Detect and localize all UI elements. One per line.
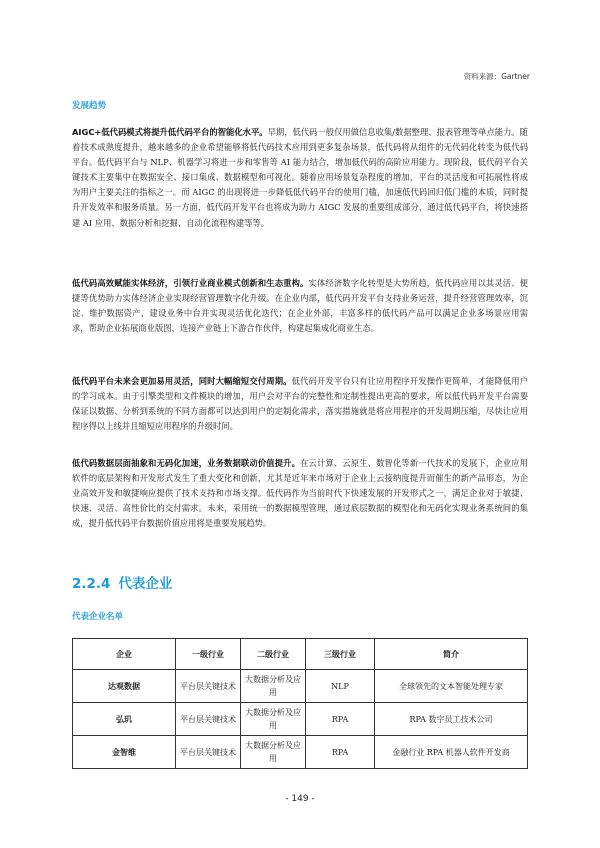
paragraph-body: 低代码开发平台只有让应用程序开发操作更简单，才能降低用户的学习成本。由于引擎类型和文件模块的增加，用户会对平台的完整性和定制性提出更高的要求，所以低代码开发平台需要保证以数据、分析到系统的不同方面都可以达到用户的定制化需求，落实措施就是将应用程序的开发周期压缩，尽快让应用程序得以上线并且缩短应用程序的升级时间。 <box>72 376 528 432</box>
cell-intro: 全球领先的文本智能处理专家 <box>375 670 528 703</box>
header-level3: 三级行业 <box>306 639 375 670</box>
header-intro: 简介 <box>375 639 528 670</box>
cell-level1: 平台层关键技术 <box>176 703 241 736</box>
cell-level1: 平台层关键技术 <box>176 736 241 769</box>
cell-level1: 平台层关键技术 <box>176 670 241 703</box>
header-level2: 二级行业 <box>241 639 306 670</box>
table-caption: 代表企业名单 <box>72 612 124 622</box>
cell-company: 达观数据 <box>73 670 176 703</box>
paragraph-real-economy <box>72 276 528 336</box>
paragraph-lead: 低代码平台未来会更加易用灵活，同时大幅缩短交付周期。 <box>72 376 292 386</box>
paragraph-body: 在云计算、云原生、数智化等新一代技术的发展下，企业应用软件的底层架构和开发形式发生了重大变化和创新，尤其是近年来市场对于企业上云接纳度提升而催生的新产品形态，为企业高效开发和敏捷响应提供了技术支持和市场支撑。低代码作为当前时代下快速发展的开发形式之一，满足企业对于敏捷、快速、灵活、高性价比的交付需求。未来，采用统一的数据模型管理，通过底层数据的模型化和无码化实现业务系统间的集成，提升低代码平台数据价值应用将是重要发展趋势。 <box>72 458 528 529</box>
subsection-title: 代表企业 <box>118 576 173 592</box>
section-title: 发展趋势 <box>72 101 107 111</box>
table-row <box>73 703 528 736</box>
subsection-number: 2.2.4 <box>72 576 111 592</box>
table-row <box>73 670 528 703</box>
cell-intro: 金融行业 RPA 机器人软件开发商 <box>375 736 528 769</box>
paragraph-aigc <box>72 125 528 231</box>
paragraph-lead: AIGC+低代码模式将提升低代码平台的智能化水平。 <box>72 127 268 137</box>
page-number: - 149 - <box>285 794 315 804</box>
paragraph-body: 早期，低代码一般仅用做信息收集/数据整理、报表管理等单点能力。随着技术成熟度提升，越来越多的企业希望能够将低代码技术应用到更多复杂场景，低代码将从组件的无代码化转变为低代码平台。低代码平台与 NLP、机器学习将进一步和零售等 AI 能力结合，增加低代码的高阶应用能力。现阶段，低代码平台关键技术主要集中在数据安全、接口集成、数据模型和可视化。随着应用场景复杂程度的增加，平台的灵活度和可拓展性将成为用户主要关注的指标之一。而 AIGC 的出现将进一步降低低代码平台的使用门槛，加速低代码回归低门槛的本质，同时提升开发效率和服务质量。另一方面，低代码开发平台也将成为助力 AIGC 发展的重要组成部分，通过低代码平台，将快速搭建 AI 应用、数据分析和挖掘、自动化流程构建等等。 <box>72 127 528 228</box>
subsection-heading <box>72 572 172 592</box>
header-company: 企业 <box>73 639 176 670</box>
header-level1: 一级行业 <box>176 639 241 670</box>
cell-level2: 大数据分析及应用 <box>241 703 306 736</box>
paragraph-lead: 低代码高效赋能实体经济，引领行业商业模式创新和生态重构。 <box>72 278 309 288</box>
cell-level3: RPA <box>306 736 375 769</box>
paragraph-body: 实体经济数字化转型是大势所趋，低代码应用以其灵活、便捷等优势助力实体经济企业实现经营管理数字化升级。在企业内部，低代码开发平台支持业务运营，提升经营管理效率，沉淀、维护数据资产，建设业务中台并实现灵活优化迭代；在企业外部，丰富多样的低代码产品可以满足企业多场景应用需求，帮助企业拓展商业版图，连接产业链上下游合作伙伴，构建起集成化商业生态。 <box>72 278 528 334</box>
paragraph-data-layer <box>72 456 528 531</box>
source-note: 资料来源：Gartner <box>463 72 530 81</box>
cell-level3: RPA <box>306 703 375 736</box>
cell-level3: NLP <box>306 670 375 703</box>
cell-level2: 大数据分析及应用 <box>241 736 306 769</box>
cell-intro: RPA 数字员工技术公司 <box>375 703 528 736</box>
companies-table <box>72 638 528 769</box>
table-row <box>73 736 528 769</box>
paragraph-usability <box>72 374 528 434</box>
table-header-row <box>73 639 528 670</box>
cell-company: 金智维 <box>73 736 176 769</box>
cell-company: 弘玑 <box>73 703 176 736</box>
cell-level2: 大数据分析及应用 <box>241 670 306 703</box>
paragraph-lead: 低代码数据层面抽象和无码化加速，业务数据联动价值提升。 <box>72 458 301 468</box>
